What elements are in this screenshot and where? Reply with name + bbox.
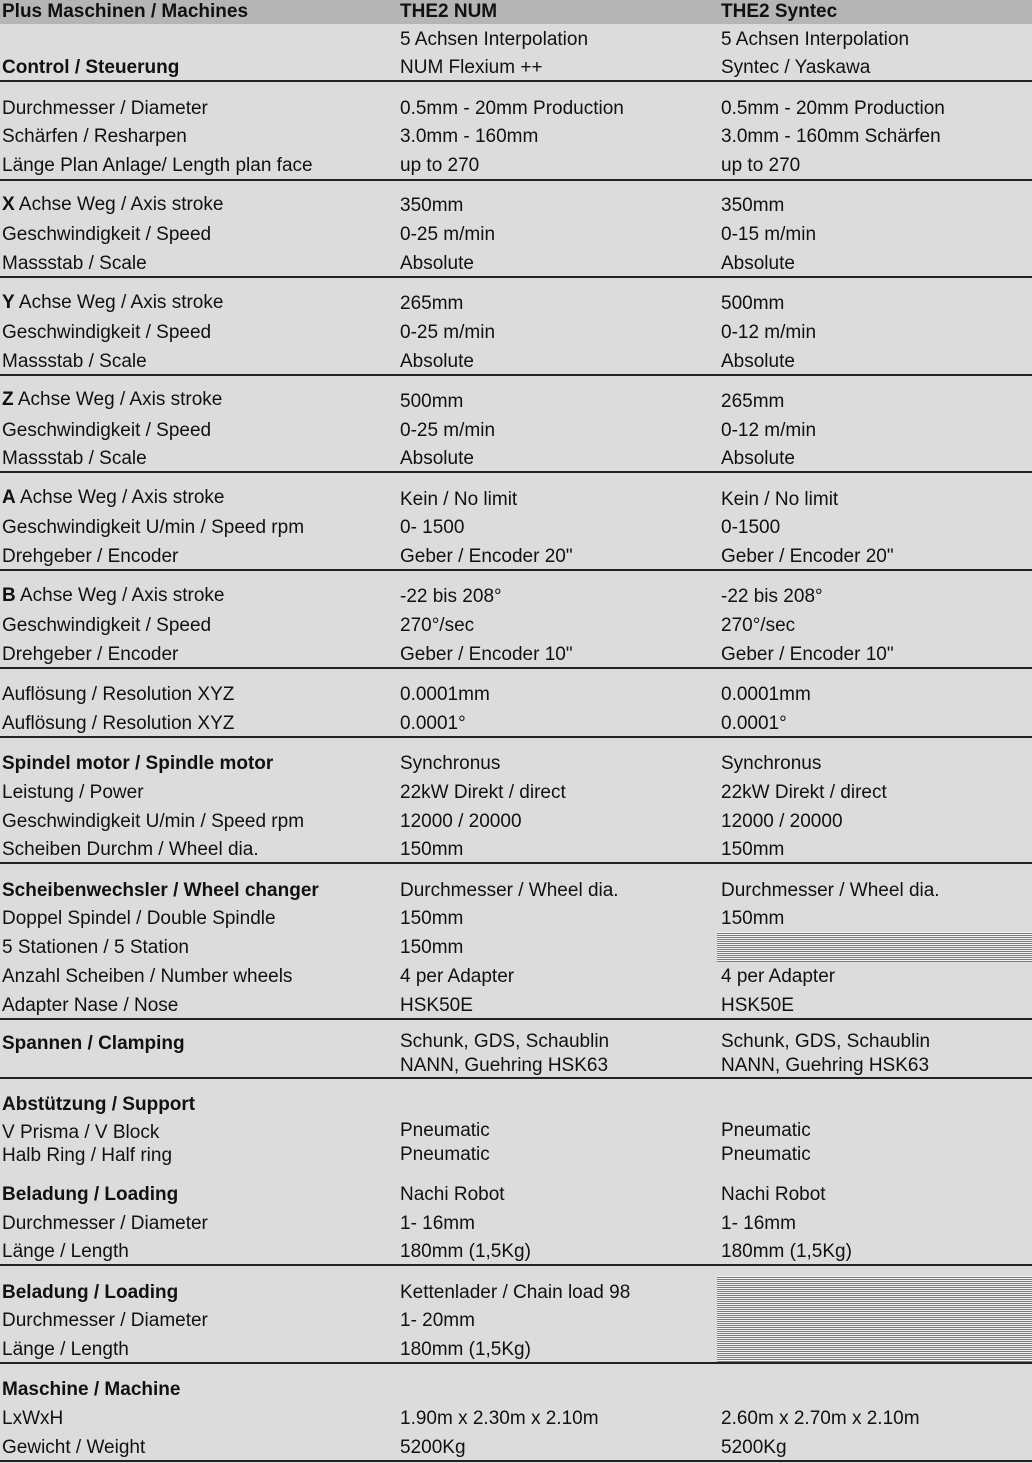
- row-divider: [0, 374, 1032, 376]
- cell-syntec-a-stroke: Kein / No limit: [721, 489, 839, 510]
- cell-num-power: 22kW Direkt / direct: [400, 782, 566, 803]
- cell-num-x-stroke: 350mm: [400, 195, 464, 216]
- label-adapter-nose: Adapter Nase / Nose: [2, 995, 179, 1016]
- label-loading-diameter: Durchmesser / Diameter: [2, 1213, 208, 1234]
- header-col-the2-syntec: THE2 Syntec: [721, 1, 838, 22]
- label-x-scale: Massstab / Scale: [2, 253, 147, 274]
- label-diameter: Durchmesser / Diameter: [2, 98, 208, 119]
- label-a-encoder: Drehgeber / Encoder: [2, 546, 179, 567]
- cell-syntec-resolution-mm: 0.0001mm: [721, 684, 811, 705]
- cell-syntec-clamping: Schunk, GDS, Schaublin: [721, 1031, 931, 1052]
- cell-syntec-power: 22kW Direkt / direct: [721, 782, 887, 803]
- label-support: Abstützung / Support: [2, 1094, 196, 1115]
- label-z-speed: Geschwindigkeit / Speed: [2, 420, 212, 441]
- cell-num-x-scale: Absolute: [400, 253, 474, 274]
- label-length-plan-face: Länge Plan Anlage/ Length plan face: [2, 155, 313, 176]
- row-divider: [0, 179, 1032, 181]
- label-loading-length: Länge / Length: [2, 1241, 129, 1262]
- label-loading: Beladung / Loading: [2, 1184, 179, 1205]
- cell-syntec-interp: 5 Achsen Interpolation: [721, 29, 910, 50]
- cell-syntec-b-encoder: Geber / Encoder 10": [721, 644, 894, 665]
- cell-syntec-a-speed: 0-1500: [721, 517, 781, 538]
- cell-num-resolution-deg: 0.0001°: [400, 713, 466, 734]
- cell-num-spindle-speed: 12000 / 20000: [400, 811, 522, 832]
- cell-syntec-v-block: Pneumatic: [721, 1120, 811, 1141]
- cell-syntec-loading-diameter: 1- 16mm: [721, 1213, 796, 1234]
- cell-syntec-loading-length: 180mm (1,5Kg): [721, 1241, 852, 1262]
- not-available-hatch: [717, 1276, 1032, 1362]
- cell-num-diameter: 0.5mm - 20mm Production: [400, 98, 624, 119]
- row-divider: [0, 862, 1032, 864]
- cell-num-dimensions: 1.90m x 2.30m x 2.10m: [400, 1408, 599, 1429]
- label-b-speed: Geschwindigkeit / Speed: [2, 615, 212, 636]
- label-chain-diameter: Durchmesser / Diameter: [2, 1310, 208, 1331]
- row-divider: [0, 1460, 1032, 1462]
- label-b-axis-stroke: B Achse Weg / Axis stroke: [2, 585, 225, 606]
- label-double-spindle: Doppel Spindel / Double Spindle: [2, 908, 276, 929]
- cell-num-loading-length: 180mm (1,5Kg): [400, 1241, 531, 1262]
- cell-num-z-speed: 0-25 m/min: [400, 420, 496, 441]
- label-weight: Gewicht / Weight: [2, 1437, 146, 1458]
- cell-num-clamping-2: NANN, Guehring HSK63: [400, 1055, 609, 1076]
- cell-num-chain-loader: Kettenlader / Chain load 98: [400, 1282, 631, 1303]
- cell-num-changer: Durchmesser / Wheel dia.: [400, 880, 619, 901]
- cell-syntec-resharpen: 3.0mm - 160mm Schärfen: [721, 126, 941, 147]
- label-wheel-changer: Scheibenwechsler / Wheel changer: [2, 880, 319, 901]
- cell-num-loading: Nachi Robot: [400, 1184, 505, 1205]
- cell-num-z-scale: Absolute: [400, 448, 474, 469]
- cell-num-a-encoder: Geber / Encoder 20": [400, 546, 573, 567]
- label-z-scale: Massstab / Scale: [2, 448, 147, 469]
- cell-num-double-spindle: 150mm: [400, 908, 464, 929]
- label-number-wheels: Anzahl Scheiben / Number wheels: [2, 966, 293, 987]
- cell-num-weight: 5200Kg: [400, 1437, 466, 1458]
- cell-syntec-adapter: HSK50E: [721, 995, 794, 1016]
- row-divider: [0, 569, 1032, 571]
- cell-syntec-loading: Nachi Robot: [721, 1184, 826, 1205]
- label-resolution-xyz: Auflösung / Resolution XYZ: [2, 713, 235, 734]
- row-divider: [0, 471, 1032, 473]
- label-y-scale: Massstab / Scale: [2, 351, 147, 372]
- row-divider: [0, 1264, 1032, 1266]
- cell-num-resharpen: 3.0mm - 160mm: [400, 126, 539, 147]
- label-power: Leistung / Power: [2, 782, 144, 803]
- cell-syntec-b-speed: 270°/sec: [721, 615, 796, 636]
- label-resolution-xyz: Auflösung / Resolution XYZ: [2, 684, 235, 705]
- header-col-the2-num: THE2 NUM: [400, 1, 498, 22]
- cell-num-y-scale: Absolute: [400, 351, 474, 372]
- cell-syntec-b-stroke: -22 bis 208°: [721, 586, 823, 607]
- label-y-speed: Geschwindigkeit / Speed: [2, 322, 212, 343]
- label-v-block: V Prisma / V Block: [2, 1122, 160, 1143]
- label-wheel-dia: Scheiben Durchm / Wheel dia.: [2, 839, 259, 860]
- cell-syntec-y-stroke: 500mm: [721, 293, 785, 314]
- label-y-axis-stroke: Y Achse Weg / Axis stroke: [2, 292, 224, 313]
- cell-syntec-half-ring: Pneumatic: [721, 1144, 811, 1165]
- cell-syntec-y-scale: Absolute: [721, 351, 795, 372]
- cell-num-resolution-mm: 0.0001mm: [400, 684, 490, 705]
- cell-num-x-speed: 0-25 m/min: [400, 224, 496, 245]
- cell-num-a-speed: 0- 1500: [400, 517, 465, 538]
- cell-syntec-weight: 5200Kg: [721, 1437, 787, 1458]
- label-b-encoder: Drehgeber / Encoder: [2, 644, 179, 665]
- cell-syntec-resolution-deg: 0.0001°: [721, 713, 787, 734]
- row-divider: [0, 276, 1032, 278]
- cell-num-loading-diameter: 1- 16mm: [400, 1213, 475, 1234]
- cell-num-b-speed: 270°/sec: [400, 615, 475, 636]
- label-resharpen: Schärfen / Resharpen: [2, 126, 187, 147]
- label-a-axis-stroke: A Achse Weg / Axis stroke: [2, 487, 225, 508]
- row-divider: [0, 1077, 1032, 1079]
- cell-syntec-z-stroke: 265mm: [721, 391, 785, 412]
- cell-num-y-speed: 0-25 m/min: [400, 322, 496, 343]
- cell-syntec-number-wheels: 4 per Adapter: [721, 966, 836, 987]
- cell-syntec-diameter: 0.5mm - 20mm Production: [721, 98, 945, 119]
- cell-syntec-z-scale: Absolute: [721, 448, 795, 469]
- cell-syntec-changer: Durchmesser / Wheel dia.: [721, 880, 940, 901]
- label-x-axis-stroke: X Achse Weg / Axis stroke: [2, 194, 224, 215]
- label-clamping: Spannen / Clamping: [2, 1033, 185, 1054]
- cell-num-interp: 5 Achsen Interpolation: [400, 29, 589, 50]
- row-divider: [0, 736, 1032, 738]
- cell-syntec-x-scale: Absolute: [721, 253, 795, 274]
- cell-num-5-stations: 150mm: [400, 937, 464, 958]
- header-col-machines: Plus Maschinen / Machines: [2, 1, 249, 22]
- cell-num-y-stroke: 265mm: [400, 293, 464, 314]
- cell-num-number-wheels: 4 per Adapter: [400, 966, 515, 987]
- cell-syntec-length: up to 270: [721, 155, 801, 176]
- cell-syntec-x-stroke: 350mm: [721, 195, 785, 216]
- label-dimensions: LxWxH: [2, 1408, 64, 1429]
- cell-syntec-control: Syntec / Yaskawa: [721, 57, 871, 78]
- row-divider: [0, 1362, 1032, 1364]
- cell-num-half-ring: Pneumatic: [400, 1144, 490, 1165]
- row-divider: [0, 1018, 1032, 1020]
- cell-num-chain-diameter: 1- 20mm: [400, 1310, 475, 1331]
- label-spindle-motor: Spindel motor / Spindle motor: [2, 753, 274, 774]
- label-spindle-speed: Geschwindigkeit U/min / Speed rpm: [2, 811, 305, 832]
- cell-syntec-y-speed: 0-12 m/min: [721, 322, 817, 343]
- label-loading-chain: Beladung / Loading: [2, 1282, 179, 1303]
- cell-num-length: up to 270: [400, 155, 480, 176]
- label-x-speed: Geschwindigkeit / Speed: [2, 224, 212, 245]
- cell-syntec-x-speed: 0-15 m/min: [721, 224, 817, 245]
- row-divider: [0, 80, 1032, 82]
- not-available-hatch: [717, 932, 1032, 962]
- cell-syntec-wheel-dia: 150mm: [721, 839, 785, 860]
- cell-syntec-dimensions: 2.60m x 2.70m x 2.10m: [721, 1408, 920, 1429]
- label-half-ring: Halb Ring / Half ring: [2, 1145, 173, 1166]
- cell-syntec-clamping-2: NANN, Guehring HSK63: [721, 1055, 930, 1076]
- cell-num-wheel-dia: 150mm: [400, 839, 464, 860]
- cell-num-clamping: Schunk, GDS, Schaublin: [400, 1031, 610, 1052]
- cell-syntec-spindle-speed: 12000 / 20000: [721, 811, 843, 832]
- cell-syntec-a-encoder: Geber / Encoder 20": [721, 546, 894, 567]
- row-divider: [0, 667, 1032, 669]
- cell-num-control: NUM Flexium ++: [400, 57, 543, 78]
- table-header: [0, 0, 1032, 24]
- cell-num-z-stroke: 500mm: [400, 391, 464, 412]
- cell-num-chain-length: 180mm (1,5Kg): [400, 1339, 531, 1360]
- label-chain-length: Länge / Length: [2, 1339, 129, 1360]
- label-control: Control / Steuerung: [2, 57, 180, 78]
- cell-num-spindle: Synchronus: [400, 753, 501, 774]
- label-5-stations: 5 Stationen / 5 Station: [2, 937, 189, 958]
- cell-num-a-stroke: Kein / No limit: [400, 489, 518, 510]
- cell-num-v-block: Pneumatic: [400, 1120, 490, 1141]
- cell-syntec-double-spindle: 150mm: [721, 908, 785, 929]
- cell-num-b-stroke: -22 bis 208°: [400, 586, 502, 607]
- cell-num-adapter: HSK50E: [400, 995, 473, 1016]
- cell-syntec-z-speed: 0-12 m/min: [721, 420, 817, 441]
- cell-syntec-spindle: Synchronus: [721, 753, 822, 774]
- label-a-speed: Geschwindigkeit U/min / Speed rpm: [2, 517, 305, 538]
- label-z-axis-stroke: Z Achse Weg / Axis stroke: [2, 389, 223, 410]
- label-machine: Maschine / Machine: [2, 1379, 181, 1400]
- cell-num-b-encoder: Geber / Encoder 10": [400, 644, 573, 665]
